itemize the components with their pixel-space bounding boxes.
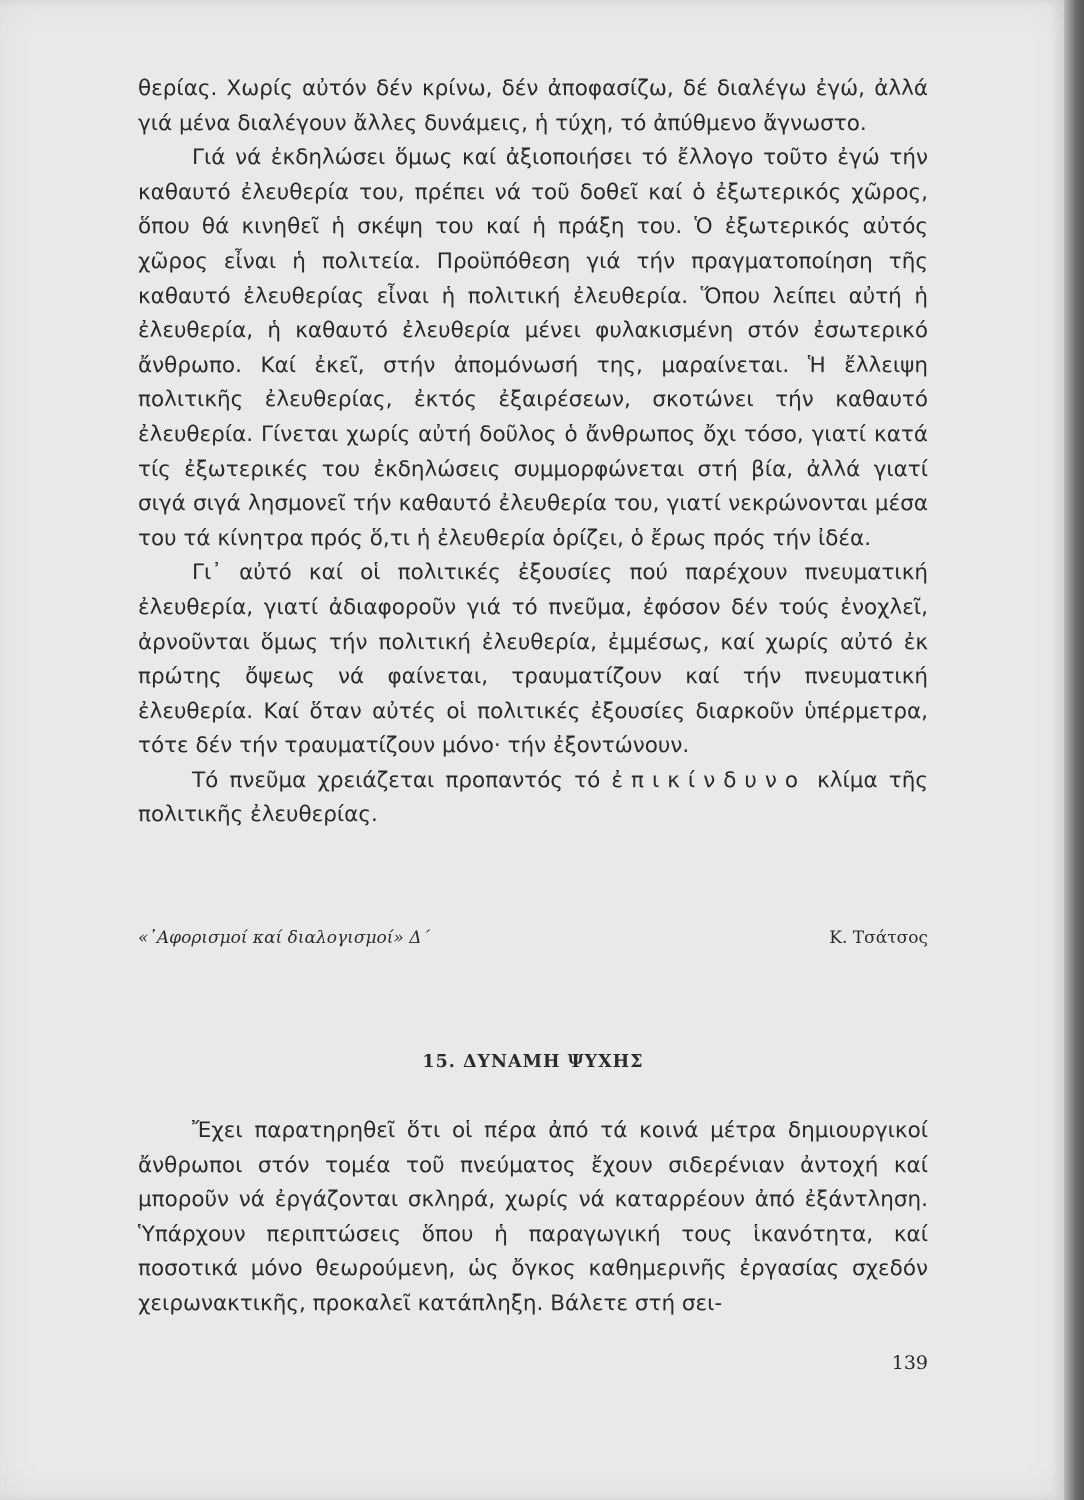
bottom-text-block bbox=[138, 1114, 928, 1322]
paragraph-3: Γι᾿ αὐτό καί οἱ πολιτικές ἐξουσίες πού παρέχουν πνευματική ἐλευθερία, γιατί ἀδιαφοροῦν γιά τό πνεῦμα, ἐφόσον δέν τούς ἐνοχλεῖ, ἀρνοῦνται ὅμως τήν πολιτική ἐλευθερία, ἐμμέσως, καί χωρίς αὐτό ἐκ πρώτης ὄψεως νά φαίνεται, τραυματίζουν καί τήν πνευματική ἐλευθερία. Καί ὅταν αὐτές οἱ πολιτικές ἐξουσίες διαρκοῦν ὑπέρμετρα, τότε δέν τήν τραυματίζουν μόνο· τήν ἐξοντώνουν. bbox=[138, 560, 928, 759]
top-text-block bbox=[138, 72, 928, 833]
paragraph-4-end: κλίμα τῆς πολιτικῆς ἐλευθερίας. bbox=[138, 767, 928, 828]
emphasized-word: ἐπικίνδυνο bbox=[611, 767, 806, 793]
section-heading: 15. ΔΥΝΑΜΗ ΨΥΧΗΣ bbox=[422, 1052, 644, 1072]
attribution-author: Κ. Τσάτσος bbox=[829, 928, 928, 948]
page-edge-shadow bbox=[1064, 0, 1084, 1500]
paragraph-1: θερίας. Χωρίς αὐτόν δέν κρίνω, δέν ἀποφασίζω, δέ διαλέγω ἐγώ, ἀλλά γιά μένα διαλέγουν ἄλλες δυνάμεις, ἡ τύχη, τό ἀπύθμενο ἄγνωστο. bbox=[138, 76, 928, 136]
paragraph-4-start: Τό πνεῦμα χρειάζεται προπαντός τό bbox=[192, 767, 612, 793]
paragraph-2: Γιά νά ἐκδηλώσει ὅμως καί ἀξιοποιήσει τό ἔλλογο τοῦτο ἐγώ τήν καθαυτό ἐλευθερία του, πρέπει νά τοῦ δοθεῖ καί ὁ ἐξωτερικός χῶρος, ὅπου θά κινηθεῖ ἡ σκέψη του καί ἡ πράξη του. Ὁ ἐξωτερικός αὐτός χῶρος εἶναι ἡ πολιτεία. Προϋπόθεση γιά τήν πραγματοποίηση τῆς καθαυτό ἐλευθερίας εἶναι ἡ πολιτική ἐλευθερία. Ὅπου λείπει αὐτή ἡ ἐλευθερία, ἡ καθαυτό ἐλευθερία μένει φυλακισμένη στόν ἐσωτερικό ἄνθρωπο. Καί ἐκεῖ, στήν ἀπομόνωσή της, μαραίνεται. Ἡ ἔλλειψη πολιτικῆς ἐλευθερίας, ἐκτός ἐξαιρέσεων, σκοτώνει τήν καθαυτό ἐλευθερία. Γίνεται χωρίς αὐτή δοῦλος ὁ ἄνθρωπος ὄχι τόσο, γιατί κατά τίς ἐξωτερικές του ἐκδηλώσεις συμμορφώνεται στή βία, ἀλλά γιατί σιγά σιγά λησμονεῖ τήν καθαυτό ἐλευθερία του, γιατί νεκρώνονται μέσα του τά κίνητρα πρός ὅ,τι ἡ ἐλευθερία ὁρίζει, ὁ ἔρως πρός τήν ἰδέα. bbox=[138, 145, 928, 551]
paragraph-4 bbox=[138, 764, 928, 833]
attribution-source: «᾿Αφορισμοί καί διαλογισμοί» Δ΄ bbox=[138, 928, 430, 948]
page-number: 139 bbox=[891, 1352, 928, 1374]
paragraph-5: Ἔχει παρατηρηθεῖ ὅτι οἱ πέρα ἀπό τά κοινά μέτρα δημιουργικοί ἄνθρωποι στόν τομέα τοῦ πνεύματος ἔχουν σιδερένιαν ἀντοχή καί μποροῦν νά ἐργάζονται σκληρά, χωρίς νά καταρρέουν ἀπό ἐξάντληση. Ὑπάρχουν περιπτώσεις ὅπου ἡ παραγωγική τους ἱκανότητα, καί ποσοτικά μόνο θεωρούμενη, ὡς ὄγκος καθημερινῆς ἐργασίας σχεδόν χειρωνακτικῆς, προκαλεῖ κατάπληξη. Βάλετε στή σει- bbox=[138, 1118, 928, 1316]
